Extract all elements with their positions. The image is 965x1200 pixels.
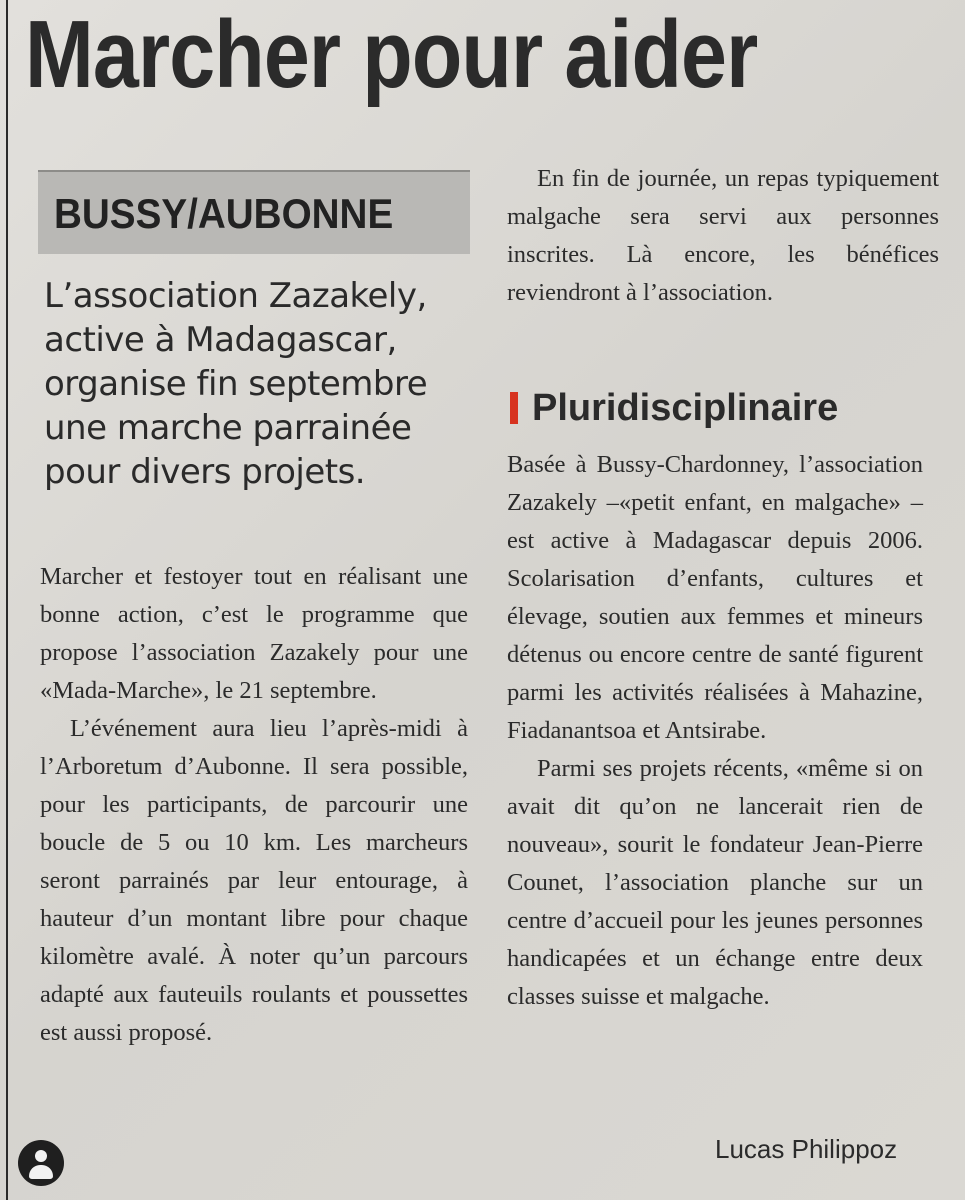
lead-line: L’association Zazakely, [44,276,427,316]
lead-line: une marche parrainée [44,408,412,448]
lead-line: organise fin septembre [44,364,428,404]
lead-paragraph [44,274,474,494]
subheading-text: Pluridisciplinaire [532,387,839,429]
lead-line: pour divers projets. [44,452,366,492]
body-paragraph: Marcher et festoyer tout en réalisant une bonne action, c’est le programme que propose l’association Zazakely pour une «Mada-Marche», le 21 septembre. [40,563,468,704]
body-paragraph: Parmi ses projets récents, «même si on avait dit qu’on ne lancerait rien de nouveau», sourit le fondateur Jean-Pierre Counet, l’association planche sur un centre d’accueil pour les jeunes personnes handicapées et un échange entre deux classes suisse et malgache. [507,755,923,1010]
headline: Marcher pour aider [25,1,758,108]
body-paragraph: Basée à Bussy-Chardonney, l’association Zazakely –«petit enfant, en malgache» – est active à Madagascar depuis 2006. Scolarisation d’enfants, cultures et élevage, soutien aux femmes et mineurs détenus ou encore centre de santé figurent parmi les activités réalisées à Mahazine, Fiadanantsoa et Antsirabe. [507,451,923,744]
page-fold-line [6,0,8,1200]
lead-line: active à Madagascar, [44,320,397,360]
author-byline: Lucas Philippoz [715,1134,898,1164]
body-column-left [40,558,468,1052]
body-paragraph: En fin de journée, un repas typiquement malgache sera servi aux personnes inscrites. Là encore, les bénéfices reviendront à l’association. [507,165,939,306]
accent-bar-icon [510,392,518,424]
body-paragraph: L’événement aura lieu l’après-midi à l’Arboretum d’Aubonne. Il sera possible, pour les participants, de parcourir une boucle de 5 ou 10 km. Les marcheurs seront parrainés par leur entourage, à hauteur d’un montant libre pour chaque kilomètre avalé. À noter qu’un parcours adapté aux fauteuils roulants et poussettes est aussi proposé. [40,715,468,1046]
avatar-head-shape [35,1150,47,1162]
avatar-shoulders-shape [29,1165,53,1179]
body-column-right-top [507,160,939,312]
user-avatar-icon[interactable] [18,1140,64,1186]
location-kicker [38,170,470,254]
kicker-text: BUSSY/AUBONNE [54,190,394,237]
section-subheading [510,380,838,436]
body-column-right-bottom [507,446,923,1016]
